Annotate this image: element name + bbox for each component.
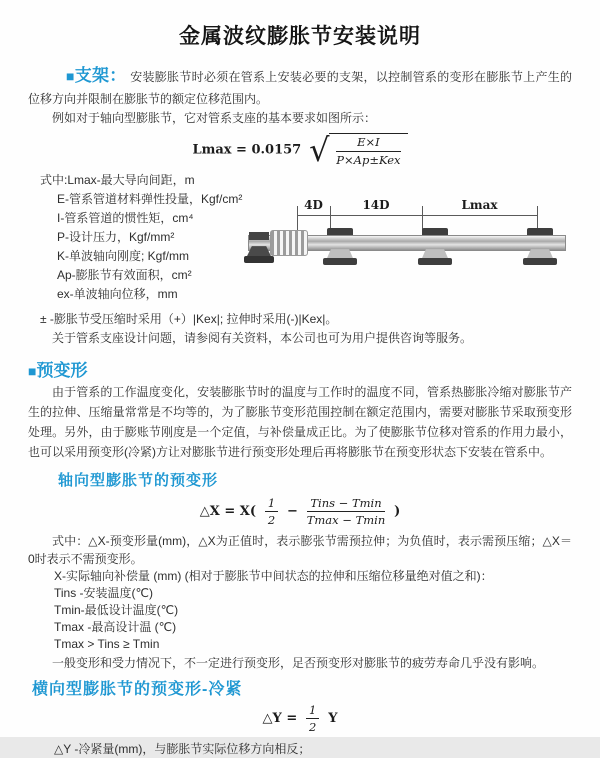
definition-line: K-单波轴向刚度; Kgf/mm: [57, 249, 190, 264]
support-clamp: [527, 228, 553, 235]
fraction-denominator: P×Ap±Kex: [336, 152, 401, 167]
support-base: [323, 258, 357, 265]
pipe-support-diagram: [248, 199, 578, 295]
page-title: 金属波纹膨胀节安装说明: [179, 25, 421, 48]
anchor-body: [247, 246, 271, 256]
dim-label-4d: 4D: [297, 199, 330, 212]
formula-dx-lhs: △X = X(: [199, 504, 257, 520]
support-intro-paragraph: [28, 62, 572, 109]
fraction-numerator: 1: [265, 496, 278, 512]
sqrt-fraction: [329, 133, 407, 167]
definitions-and-diagram-row: [28, 171, 572, 309]
lateral-subheading: 横向型膨胀节的预变形-冷紧: [32, 680, 243, 698]
square-bullet-icon: ■: [66, 68, 75, 84]
predeform-heading-text: 预变形: [36, 361, 88, 381]
pipe-support-stand: [523, 228, 557, 274]
fraction-numerator: 1: [306, 703, 319, 719]
anchor-head: [249, 232, 269, 240]
lateral-cold-tightening-formula: [28, 703, 572, 735]
support-heading-label: 支架：: [74, 66, 127, 85]
dimension-line: [297, 215, 537, 216]
dim-label-14d: 14D: [330, 199, 422, 212]
predeform-heading-label: [28, 361, 87, 380]
one-half-fraction: [265, 496, 278, 528]
support-section-heading: [66, 66, 127, 85]
note-line: Tmin-最低设计温度(℃): [54, 602, 179, 617]
definition-line: I-管系管道的惯性矩，cm⁴: [57, 211, 194, 226]
pipe-support-stand: [323, 228, 357, 274]
definition-line: 式中:Lmax-最大导向间距，m: [40, 173, 195, 188]
support-clamp: [422, 228, 448, 235]
fraction-denominator: 2: [267, 513, 276, 528]
note-line: Tins -安装温度(℃): [54, 585, 154, 600]
fixed-anchor-support: [244, 232, 274, 272]
consulting-note: 关于管系支座设计问题，请参阅有关资料，本公司也可为用户提供咨询等服务。: [52, 331, 473, 346]
bellows-expansion-joint: [270, 230, 308, 256]
closing-paren: ): [394, 504, 401, 520]
definition-line: ex-单波轴向位移，mm: [57, 287, 178, 302]
fraction-denominator: Tmax − Tmin: [306, 513, 386, 528]
definition-line: Ap-膨胀节有效面积，cm²: [57, 268, 192, 283]
support-clamp: [327, 228, 353, 235]
predeform-section-heading: [28, 356, 572, 381]
minus-operator: −: [287, 504, 298, 520]
formula-dy-rhs: Y: [328, 710, 338, 726]
dim-label-lmax: Lmax: [422, 199, 537, 212]
axial-note-list: [54, 568, 572, 653]
dx-definition-note: 式中：△X-预变形量(mm)，△X为正值时，表示膨张节需预拉伸；为负值时，表示需预压缩；△X＝0时表示不需预变形。: [28, 533, 572, 566]
support-base: [523, 258, 557, 265]
note-line: X-实际轴向补偿量 (mm) (相对于膨胀节中间状态的拉伸和压缩位移量绝对值之和)：: [54, 568, 493, 583]
general-deformation-note: 一般变形和受力情况下，不一定进行预变形，足否预变形对膨胀节的疲劳寿命几乎没有影响。: [52, 655, 545, 670]
support-saddle: [327, 249, 353, 258]
fraction-numerator: Tins − Tmin: [307, 496, 386, 512]
temperature-fraction: [307, 496, 386, 528]
support-example-line: 例如对于轴向型膨胀节，它对管系支座的基本要求如图所示：: [52, 110, 377, 125]
axial-predeform-formula: [28, 496, 572, 528]
support-saddle: [527, 249, 553, 258]
square-bullet-icon: ■: [28, 363, 37, 380]
variable-definition-list: [40, 171, 265, 304]
definition-line: P-设计压力，Kgf/mm²: [57, 230, 175, 245]
definition-line: E-管系管道材料弹性投量，Kgf/cm²: [57, 192, 243, 207]
dy-definition-note: △Y -冷紧量(mm)，与膨胀节实际位移方向相反；: [54, 742, 311, 757]
support-saddle: [422, 249, 448, 258]
anchor-foot: [244, 256, 274, 263]
sqrt-radical-sign: √: [309, 131, 330, 170]
fraction-denominator: 2: [309, 719, 317, 734]
axial-subheading: 轴向型膨胀节的预变形: [58, 471, 219, 489]
support-base: [418, 258, 452, 265]
fraction-numerator: E×I: [336, 135, 400, 151]
guide-spacing-formula: [28, 131, 572, 170]
note-line: Tmax -最高设计温 (℃): [54, 619, 177, 634]
pipe-support-stand: [418, 228, 452, 274]
formula-lmax-lhs: Lmax = 0.0157: [192, 142, 302, 158]
note-line: Tmax > Tins ≥ Tmin: [54, 636, 160, 651]
support-intro-text: 安装膨胀节时必须在管系上安装必要的支架，以控制管系的变形在膨胀节上产生的位移方向并限制在膨胀节的额定位移范围内。: [28, 70, 572, 106]
one-half-fraction: [306, 703, 319, 735]
predeform-body-paragraph: 由于管系的工作温度变化，安装膨胀节时的温度与工作时的温度不同，管系热膨胀冷缩对膨胀节产生的拉伸、压缩量常常是不均等的，为了膨胀节变形范围控制在额定范围内，需要对膨胀节采取预变形处理。另外，由于膨账节刚度是一个定值，与补偿量成正比。为了使膨胀节位移对管系的作用力最小，也可以采用预变形(冷紧)方让对膨胀节进行预变形处理后再将膨胀节在预变形状态下安装在管系中。: [28, 385, 572, 459]
formula-dy-lhs: △Y =: [262, 710, 298, 726]
plus-minus-note: ± -膨胀节受压缩时采用（+）|Kex|; 拉伸时采用(-)|Kex|。: [40, 312, 338, 327]
